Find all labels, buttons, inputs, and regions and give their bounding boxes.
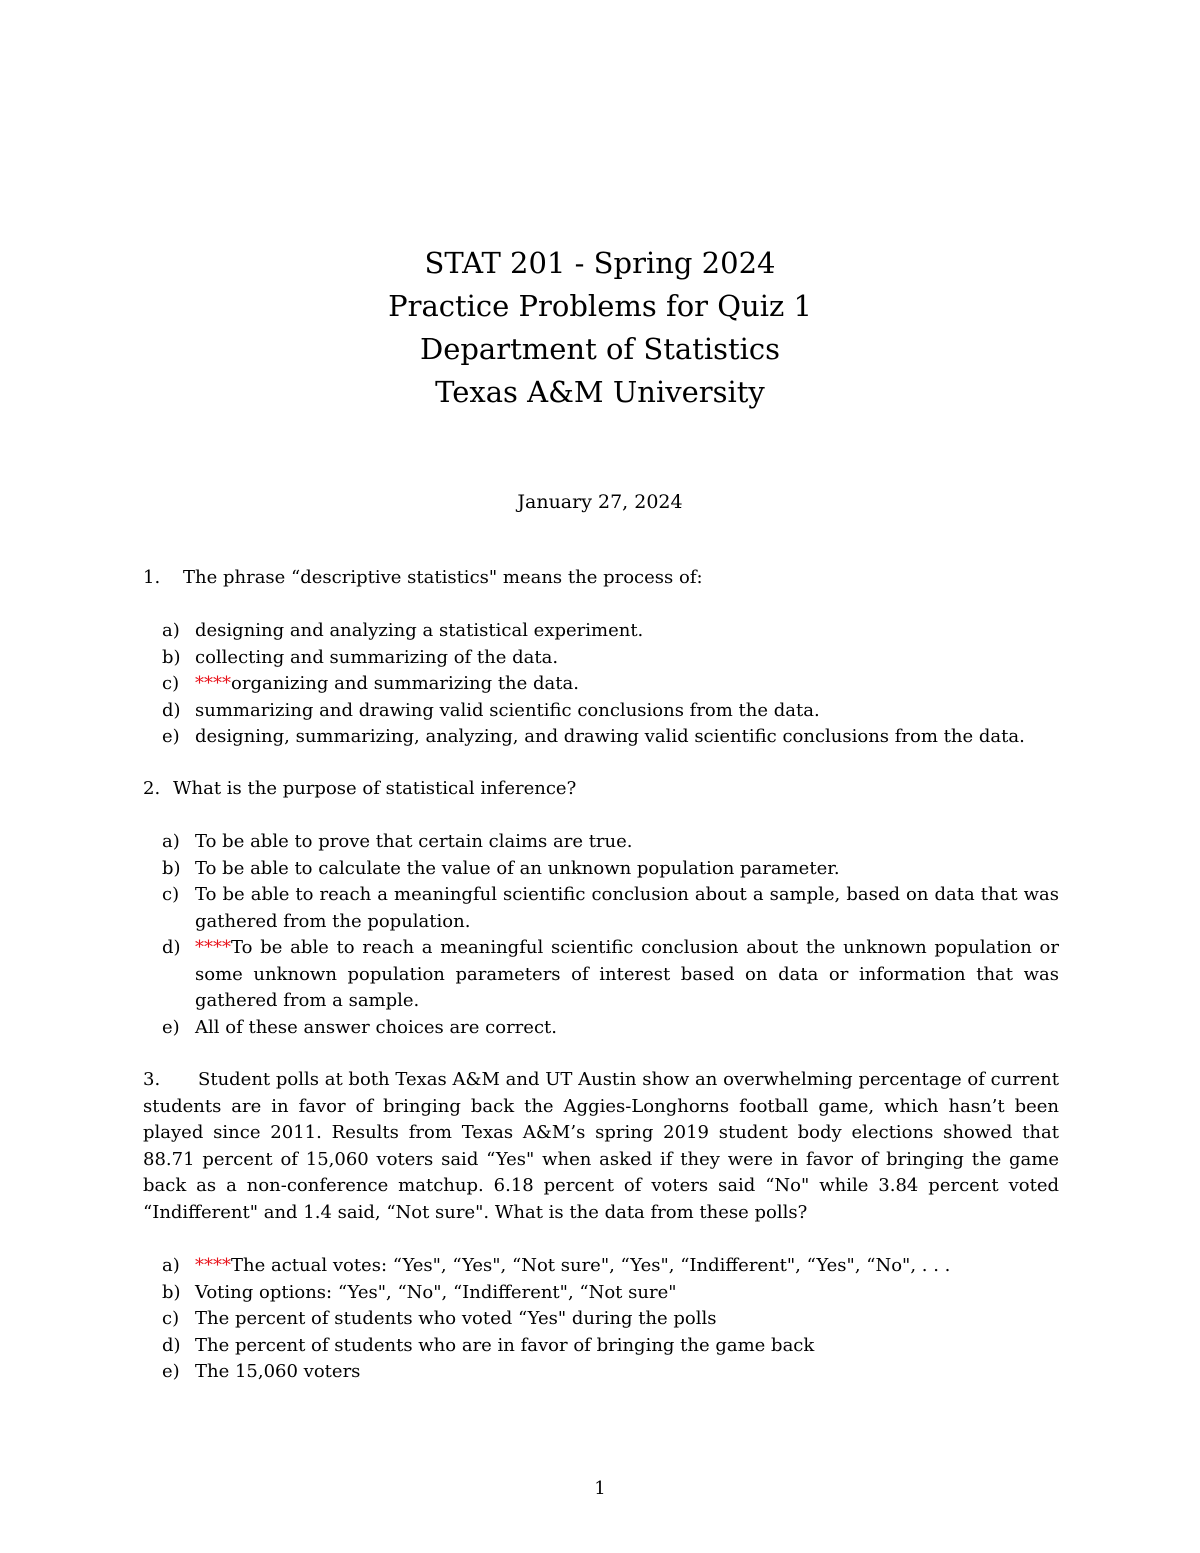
page-number: 1 xyxy=(594,1478,606,1499)
question-text: Student polls at both Texas A&M and UT Austin show an overwhelming percentage of current students are in favor of bringing back the Aggies-Longhorns football game, which hasn’t been played since 2011. Results from Texas A&M’s spring 2019 student body elections showed that 88.71 percent of 15,060 voters said “Yes" when asked if they were in favor of bringing the game back as a non-conference matchup. 6.18 percent of voters said “No" while 3.84 percent voted “Indifferent" and 1.4 said, “Not sure". What is the data from these polls? xyxy=(143,1069,1059,1223)
document-date: January 27, 2024 xyxy=(517,491,683,513)
option-text: designing, summarizing, analyzing, and drawing valid scientific conclusions from the data. xyxy=(195,726,1025,747)
university-name: Texas A&M University xyxy=(435,375,765,409)
option-3e xyxy=(162,1359,1059,1386)
question-1-options xyxy=(162,618,1059,751)
option-3a xyxy=(162,1253,1059,1280)
option-1e xyxy=(162,724,1059,751)
question-2-options xyxy=(162,829,1059,1041)
option-letter: c) xyxy=(162,1308,180,1329)
correct-answer-marker: **** xyxy=(195,937,231,958)
option-2c xyxy=(162,882,1059,935)
option-text: The percent of students who voted “Yes" during the polls xyxy=(195,1308,717,1329)
option-letter: b) xyxy=(162,646,181,668)
option-letter: b) xyxy=(162,1281,181,1303)
option-3d xyxy=(162,1333,1059,1360)
option-letter: c) xyxy=(162,884,180,905)
option-letter: e) xyxy=(162,1361,180,1382)
option-text: Voting options: “Yes", “No", “Indifferent", “Not sure" xyxy=(195,1281,677,1303)
option-text: To be able to calculate the value of an unknown population parameter. xyxy=(195,857,840,879)
department-name: Department of Statistics xyxy=(419,332,781,366)
document-title xyxy=(0,242,1200,414)
option-letter: e) xyxy=(162,1016,180,1038)
option-2b xyxy=(162,856,1059,883)
option-text: To be able to prove that certain claims are true. xyxy=(195,831,633,852)
option-letter: d) xyxy=(162,1334,181,1356)
correct-answer-marker: **** xyxy=(195,1255,231,1276)
option-1a xyxy=(162,618,1059,645)
option-2a xyxy=(162,829,1059,856)
course-title: STAT 201 - Spring 2024 xyxy=(424,246,776,280)
correct-answer-marker: **** xyxy=(195,673,231,694)
option-letter: b) xyxy=(162,857,181,879)
question-text: The phrase “descriptive statistics" means the process of: xyxy=(183,567,703,588)
document-subtitle: Practice Problems for Quiz 1 xyxy=(388,289,812,323)
option-3b xyxy=(162,1280,1059,1307)
option-text: The percent of students who are in favor of bringing the game back xyxy=(195,1334,815,1356)
option-2e xyxy=(162,1015,1059,1042)
question-2 xyxy=(143,776,1059,803)
option-letter: c) xyxy=(162,673,180,694)
option-2d xyxy=(162,935,1059,1015)
option-1c xyxy=(162,671,1059,698)
question-1 xyxy=(143,565,1059,592)
question-3 xyxy=(143,1067,1059,1226)
option-1d xyxy=(162,698,1059,725)
option-text: All of these answer choices are correct. xyxy=(195,1016,557,1038)
question-number: 3. xyxy=(143,1069,161,1090)
question-text: What is the purpose of statistical inference? xyxy=(173,778,577,799)
question-number: 1. xyxy=(143,567,161,588)
option-text: To be able to reach a meaningful scientific conclusion about a sample, based on data that was gathered from the population. xyxy=(195,884,1059,932)
option-text: organizing and summarizing the data. xyxy=(231,673,579,694)
option-text: The actual votes: “Yes", “Yes", “Not sure", “Yes", “Indifferent", “Yes", “No", . . . xyxy=(231,1255,951,1276)
option-letter: a) xyxy=(162,831,180,852)
option-text: The 15,060 voters xyxy=(195,1361,361,1382)
option-text: collecting and summarizing of the data. xyxy=(195,646,559,668)
option-letter: d) xyxy=(162,937,181,958)
option-3c xyxy=(162,1306,1059,1333)
option-1b xyxy=(162,645,1059,672)
option-letter: a) xyxy=(162,620,180,641)
option-text: To be able to reach a meaningful scientific conclusion about the unknown population or some unknown population parameters of interest based on data or information that was gathered from a sample. xyxy=(195,937,1059,1011)
option-letter: a) xyxy=(162,1255,180,1276)
option-letter: e) xyxy=(162,726,180,747)
option-text: summarizing and drawing valid scientific conclusions from the data. xyxy=(195,699,820,721)
option-letter: d) xyxy=(162,699,181,721)
option-text: designing and analyzing a statistical experiment. xyxy=(195,620,644,641)
question-3-options xyxy=(162,1253,1059,1386)
question-number: 2. xyxy=(143,778,161,799)
